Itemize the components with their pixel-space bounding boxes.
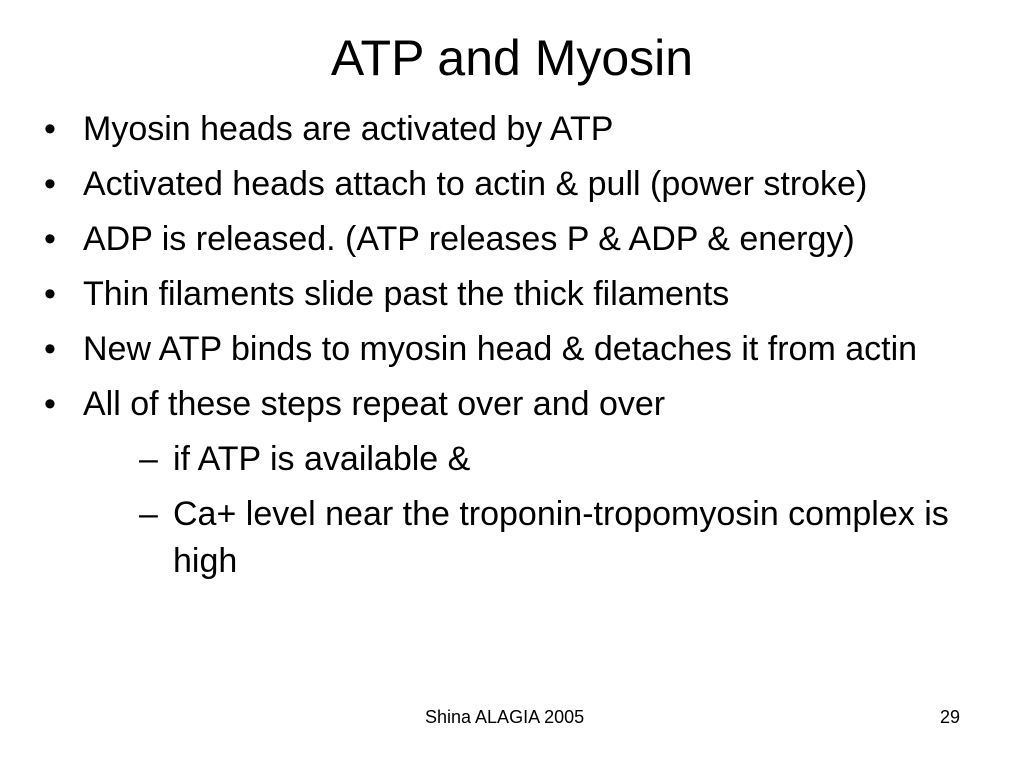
- bullet-text: All of these steps repeat over and over: [83, 385, 666, 423]
- slide-title: ATP and Myosin: [330, 30, 694, 86]
- sub-bullet-text: Ca+ level near the troponin-tropomyosin complex is high: [173, 495, 949, 580]
- bullet-marker-icon: •: [44, 110, 56, 148]
- bullet-text: Myosin heads are activated by ATP: [83, 110, 614, 148]
- bullet-item: [40, 271, 990, 318]
- page-number: 29: [940, 707, 961, 727]
- bullet-marker-icon: •: [44, 275, 56, 313]
- footer-author: Shina ALAGIA 2005: [425, 707, 585, 727]
- bullet-list: [40, 106, 990, 593]
- bullet-item: [40, 216, 990, 263]
- sub-bullet-list: [83, 436, 990, 585]
- bullet-item: [40, 161, 990, 208]
- bullet-text: New ATP binds to myosin head & detaches it from actin: [83, 330, 918, 368]
- bullet-item: [40, 381, 990, 585]
- bullet-marker-icon: •: [44, 330, 56, 368]
- sub-bullet-item: [128, 491, 990, 585]
- bullet-marker-icon: •: [44, 385, 56, 423]
- bullet-text: Thin filaments slide past the thick filaments: [83, 275, 730, 313]
- bullet-marker-icon: •: [44, 165, 56, 203]
- bullet-marker-icon: •: [44, 220, 56, 258]
- bullet-text: ADP is released. (ATP releases P & ADP & energy): [83, 220, 855, 258]
- sub-bullet-text: if ATP is available &: [173, 440, 471, 478]
- sub-bullet-item: [128, 436, 990, 483]
- bullet-item: [40, 106, 990, 153]
- bullet-text: Activated heads attach to actin & pull (power stroke): [83, 165, 868, 203]
- dash-marker-icon: –: [139, 495, 158, 533]
- bullet-item: [40, 326, 990, 373]
- dash-marker-icon: –: [139, 440, 158, 478]
